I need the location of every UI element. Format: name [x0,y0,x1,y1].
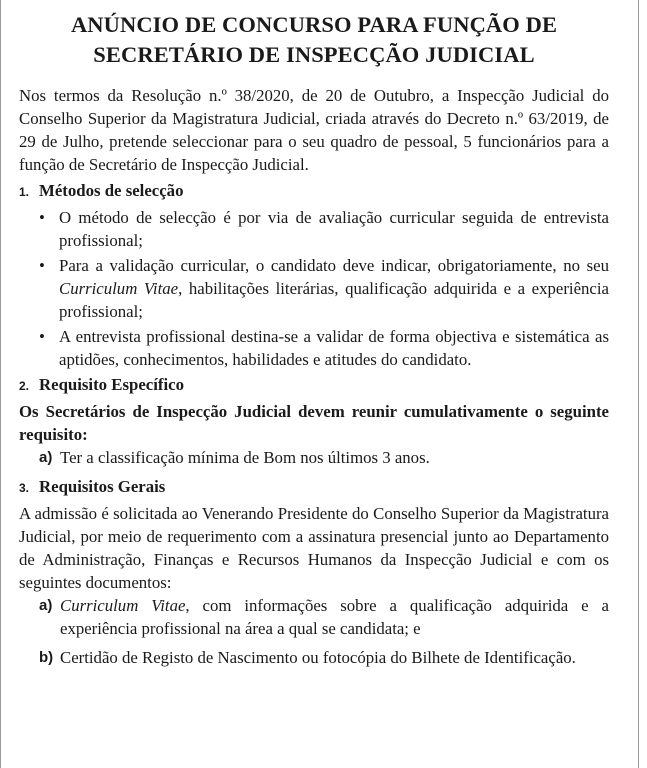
list-item [19,206,609,252]
bullet-text-pre: Para a validação curricular, o candidato deve indicar, obrigatoriamente, no seu [59,256,609,275]
intro-paragraph: Nos termos da Resolução n.º 38/2020, de 20 de Outubro, a Inspecção Judicial do Conselho Superior da Magistratura Judicial, criada através do Decreto n.º 63/2019, de 29 de Julho, pretende seleccionar para o seu quadro de pessoal, 5 funcionários para a função de Secretário de Inspecção Judicial. [19,86,609,174]
item-text: Ter a classificação mínima de Bom nos últimos 3 anos. [60,448,430,467]
section-3-item-list [19,594,609,669]
section-2-number: 2. [19,379,30,393]
list-item [19,594,609,640]
section-2-heading [19,373,609,398]
item-label: a) [39,597,53,614]
list-item [19,254,609,323]
item-text-emphasis: Curriculum Vitae [60,596,186,615]
section-2-lead: Os Secretários de Inspecção Judicial devem reunir cumulativamente o seguinte requisito: [19,402,609,444]
title-line-1: ANÚNCIO DE CONCURSO PARA FUNÇÃO DE [70,12,558,37]
list-item [19,446,609,469]
section-3-lead: A admissão é solicitada ao Venerando Presidente do Conselho Superior da Magistratura Judicial, por meio de requerimento com a assinatura presencial junto ao Departamento de Administração, Finanças e Recursos Humanos da Inspecção Judicial e com os seguintes documentos: [19,504,609,592]
bullet-icon: • [39,208,45,227]
section-3-heading [19,475,609,500]
item-label: a) [39,449,53,466]
section-1-bullet-list [19,206,609,371]
document-body [19,10,609,675]
section-3-title: Requisitos Gerais [39,477,166,496]
list-item [19,325,609,371]
section-2-item-list [19,446,609,469]
section-1-title: Métodos de selecção [39,181,184,200]
bullet-text: A entrevista profissional destina-se a validar de forma objectiva e sistemática as aptidões, conhecimentos, habilidades e atitudes do candidato. [59,327,609,369]
section-3-number: 3. [19,481,30,495]
title-line-2: SECRETÁRIO DE INSPECÇÃO JUDICIAL [93,42,535,67]
document-title [19,10,609,70]
bullet-icon: • [39,256,45,275]
list-item [19,646,609,669]
item-text-post: , com informações sobre a qualificação adquirida e a experiência profissional na área a qual se candidata; e [60,596,609,638]
bullet-text-post: , habilitações literárias, qualificação adquirida e a experiência profissional; [59,279,609,321]
item-label: b) [39,649,54,666]
bullet-icon: • [39,327,45,346]
section-2-title: Requisito Específico [39,375,184,394]
section-1-heading [19,179,609,204]
section-1-number: 1. [19,185,30,199]
item-text: Certidão de Registo de Nascimento ou fotocópia do Bilhete de Identificação. [60,648,576,667]
bullet-text-emphasis: Curriculum Vitae [59,279,179,298]
bullet-text: O método de selecção é por via de avaliação curricular seguida de entrevista profissional; [59,208,609,250]
